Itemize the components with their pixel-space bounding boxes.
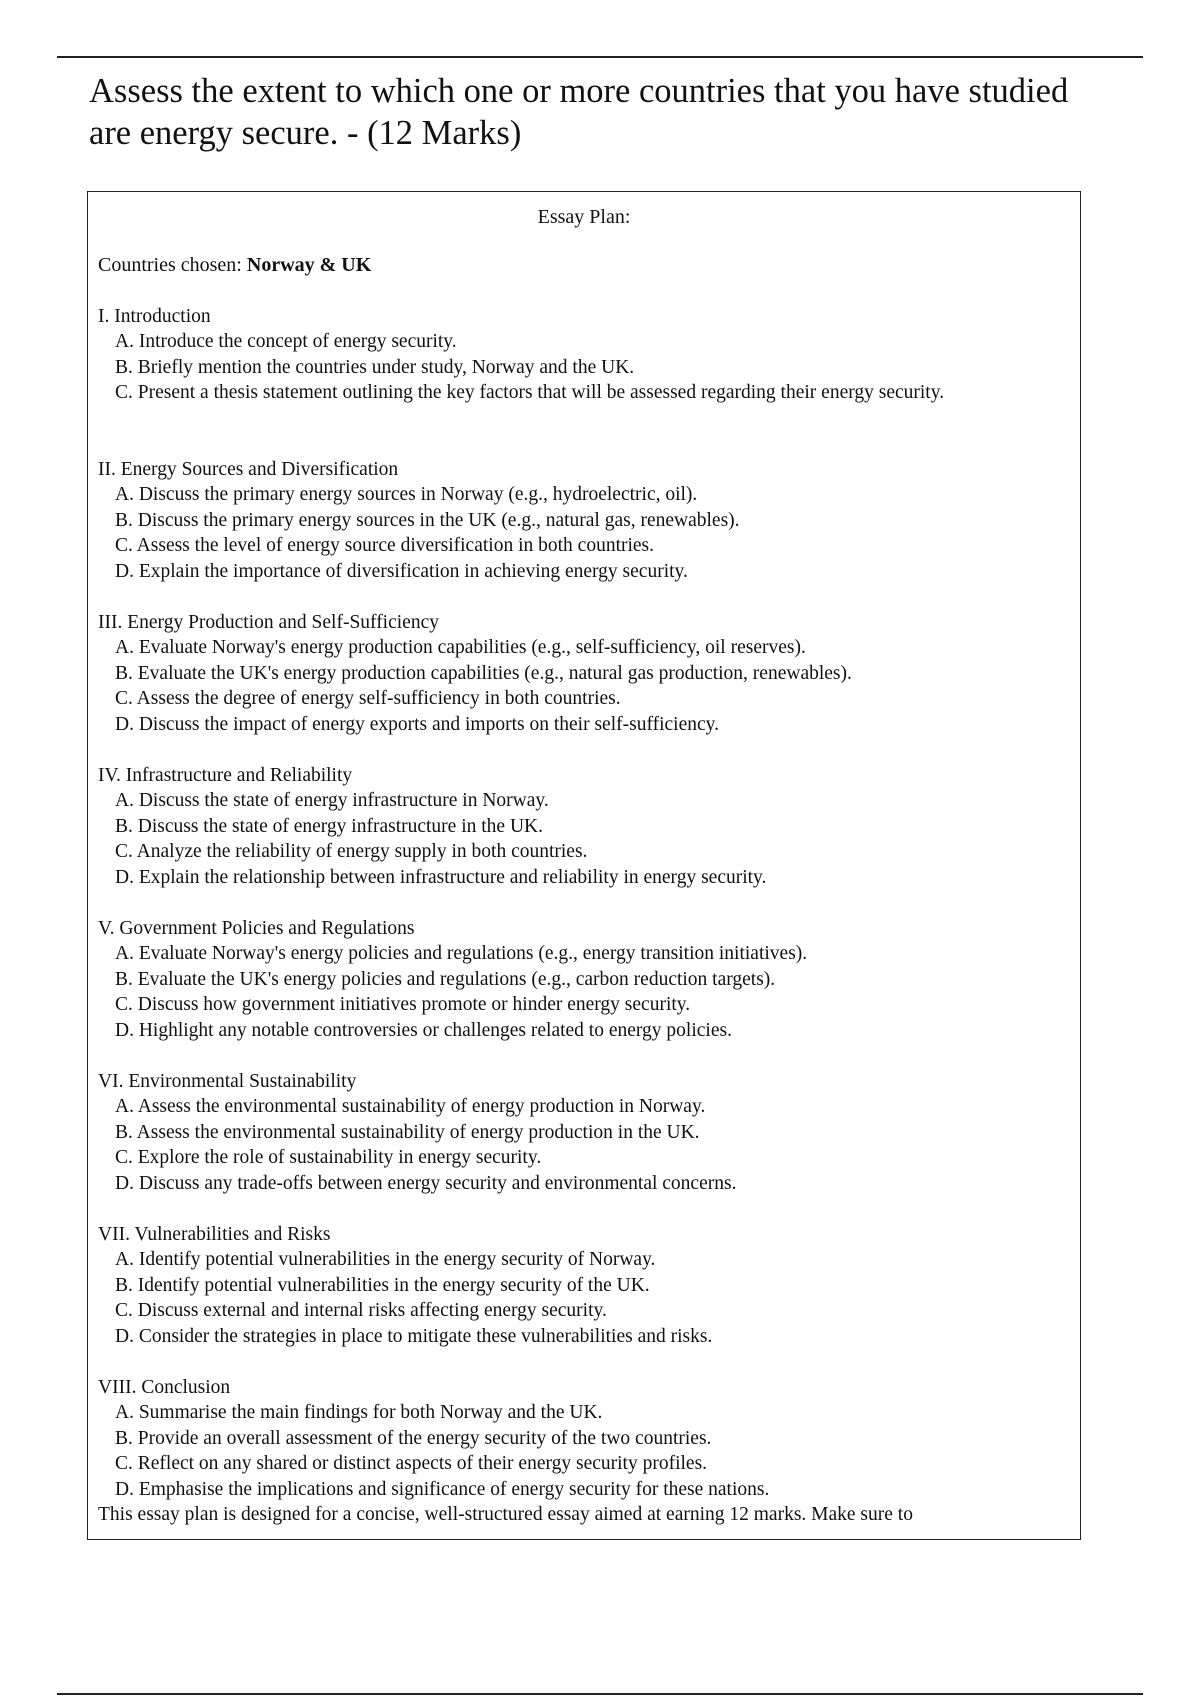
section-point: B. Discuss the primary energy sources in the UK (e.g., natural gas, renewables).: [115, 509, 740, 531]
section-point: D. Emphasise the implications and significance of energy security for these nations.: [115, 1478, 770, 1500]
outline-section: [98, 1222, 1068, 1375]
section-point: A. Assess the environmental sustainability of energy production in Norway.: [115, 1096, 706, 1118]
outline-section: [98, 1069, 1068, 1222]
countries-value: Norway & UK: [246, 254, 372, 276]
section-point: D. Discuss any trade-offs between energy security and environmental concerns.: [115, 1172, 737, 1194]
section-point: B. Briefly mention the countries under study, Norway and the UK.: [115, 356, 635, 378]
outline-section: [98, 610, 1068, 763]
section-title: VI. Environmental Sustainability: [98, 1071, 357, 1092]
section-point: A. Evaluate Norway's energy production capabilities (e.g., self-sufficiency, oil reserves).: [115, 637, 806, 659]
top-rule: [57, 56, 1143, 58]
section-point: A. Evaluate Norway's energy policies and regulations (e.g., energy transition initiatives).: [115, 943, 808, 965]
section-point: C. Discuss external and internal risks affecting energy security.: [115, 1300, 607, 1322]
section-title: I. Introduction: [98, 306, 211, 327]
section-point: C. Assess the level of energy source diversification in both countries.: [115, 535, 655, 557]
section-point: A. Summarise the main findings for both Norway and the UK.: [115, 1402, 603, 1424]
section-point: D. Discuss the impact of energy exports and imports on their self-sufficiency.: [115, 713, 719, 735]
outline-section: [98, 457, 1068, 610]
bottom-rule: [57, 1693, 1143, 1695]
section-point: B. Evaluate the UK's energy policies and regulations (e.g., carbon reduction targets).: [115, 968, 776, 990]
section-point: B. Evaluate the UK's energy production capabilities (e.g., natural gas production, renewables).: [115, 662, 852, 684]
section-point: A. Discuss the state of energy infrastructure in Norway.: [115, 790, 549, 812]
section-point: A. Introduce the concept of energy security.: [115, 331, 457, 353]
section-title: VIII. Conclusion: [98, 1377, 231, 1398]
section-point: B. Discuss the state of energy infrastructure in the UK.: [115, 815, 543, 837]
section-point: C. Explore the role of sustainability in energy security.: [115, 1147, 542, 1169]
section-title: V. Government Policies and Regulations: [98, 918, 415, 939]
section-point: C. Analyze the reliability of energy supply in both countries.: [115, 841, 588, 863]
plan-sections: [98, 304, 1068, 1528]
section-point: C. Reflect on any shared or distinct aspects of their energy security profiles.: [115, 1453, 708, 1475]
section-point: B. Assess the environmental sustainability of energy production in the UK.: [115, 1121, 700, 1143]
section-title: VII. Vulnerabilities and Risks: [98, 1224, 331, 1245]
outline-section: [98, 916, 1068, 1069]
plan-heading: Essay Plan:: [537, 206, 631, 228]
section-point: D. Explain the relationship between infrastructure and reliability in energy security.: [115, 866, 767, 888]
section-point: D. Consider the strategies in place to mitigate these vulnerabilities and risks.: [115, 1325, 713, 1347]
section-point: C. Present a thesis statement outlining the key factors that will be assessed regarding their energy security.: [115, 382, 945, 404]
essay-plan-box: [87, 191, 1081, 1540]
closing-note: This essay plan is designed for a concise, well-structured essay aimed at earning 12 marks. Make sure to: [98, 1504, 913, 1525]
section-point: D. Explain the importance of diversification in achieving energy security.: [115, 560, 688, 582]
section-title: IV. Infrastructure and Reliability: [98, 765, 353, 786]
countries-label: Countries chosen:: [98, 254, 247, 276]
section-point: A. Identify potential vulnerabilities in the energy security of Norway.: [115, 1249, 656, 1271]
section-point: B. Identify potential vulnerabilities in the energy security of the UK.: [115, 1274, 650, 1296]
countries-chosen: [98, 252, 371, 278]
section-point: C. Assess the degree of energy self-sufficiency in both countries.: [115, 688, 621, 710]
section-title: III. Energy Production and Self-Sufficiency: [98, 612, 439, 633]
section-title: II. Energy Sources and Diversification: [98, 459, 399, 480]
outline-section: [98, 304, 1068, 457]
section-point: A. Discuss the primary energy sources in Norway (e.g., hydroelectric, oil).: [115, 484, 698, 506]
section-point: B. Provide an overall assessment of the energy security of the two countries.: [115, 1427, 712, 1449]
section-point: C. Discuss how government initiatives promote or hinder energy security.: [115, 994, 691, 1016]
section-point: D. Highlight any notable controversies or challenges related to energy policies.: [115, 1019, 732, 1041]
question-title: Assess the extent to which one or more countries that you have studied are energy secure. - (12 Marks): [89, 72, 1069, 152]
outline-section: [98, 763, 1068, 916]
